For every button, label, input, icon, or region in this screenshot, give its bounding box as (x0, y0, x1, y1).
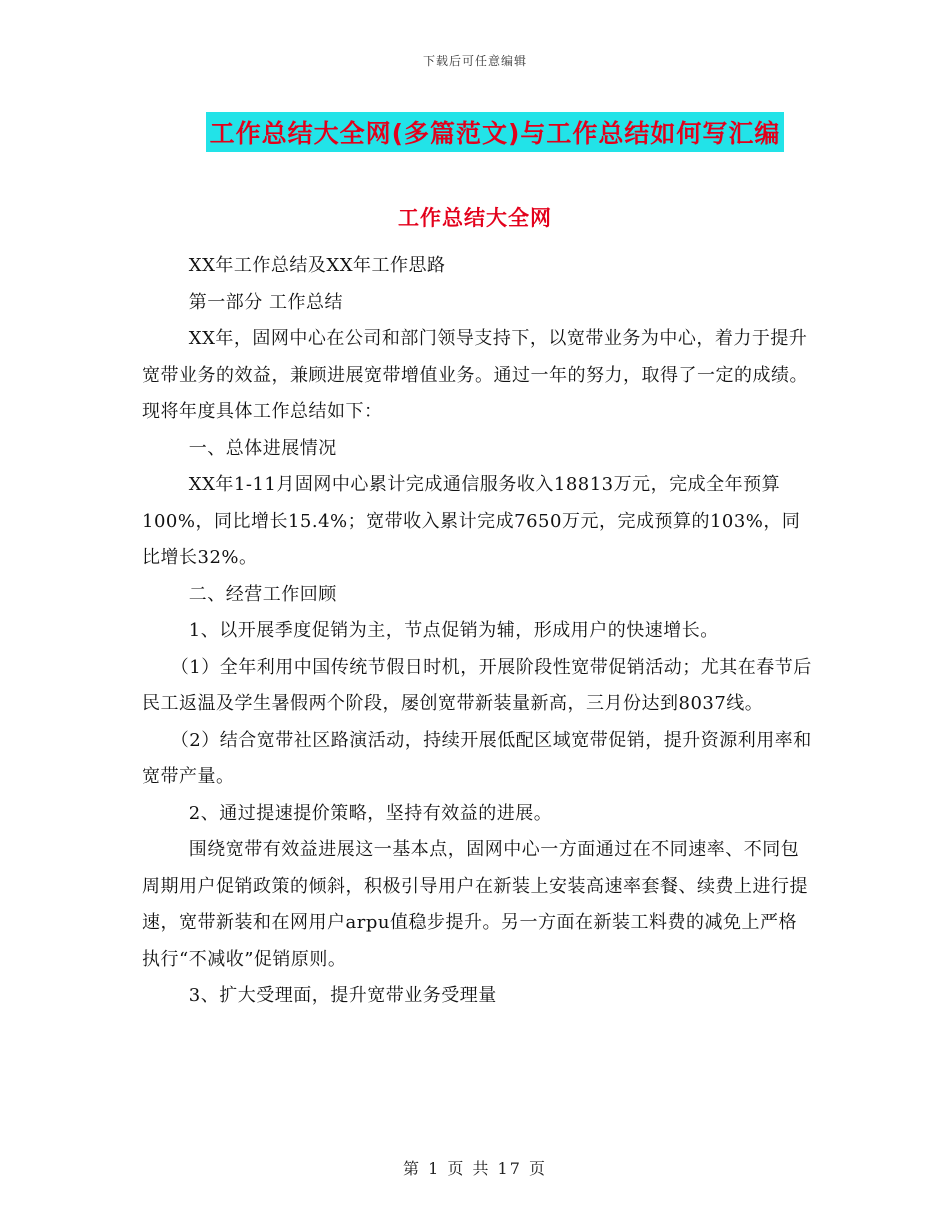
document-body (142, 248, 812, 1015)
paragraph: 二、经营工作回顾 (188, 583, 337, 605)
paragraph: 一、总体进展情况 (188, 437, 337, 459)
paragraph: （1）全年利用中国传统节假日时机，开展阶段性宽带促销活动；尤其在春节后民工返温及学生暑假两个阶段，屡创宽带新装量新高，三月份达到8037线。 (142, 656, 812, 714)
paragraph: （2）结合宽带社区路演活动，持续开展低配区域宽带促销，提升资源利用率和宽带产量。 (142, 729, 812, 787)
paragraph: XX年工作总结及XX年工作思路 (188, 255, 446, 276)
paragraph: 3、扩大受理面，提升宽带业务受理量 (188, 985, 497, 1006)
paragraph: 2、通过提速提价策略，坚持有效益的进展。 (188, 802, 553, 824)
page-number-footer: 第 1 页 共 17 页 (403, 1159, 547, 1178)
paragraph: 第一部分 工作总结 (188, 291, 344, 313)
section-title: 工作总结大全网 (398, 206, 552, 230)
paragraph: 围绕宽带有效益进展这一基本点，固网中心一方面通过在不同速率、不同包周期用户促销政策的倾斜，积极引导用户在新装上安装高速率套餐、续费上进行提速，宽带新装和在网用户arpu值稳步提升。另一方面在新装工料费的减免上严格执行“不减收”促销原则。 (142, 839, 808, 970)
paragraph: 1、以开展季度促销为主，节点促销为辅，形成用户的快速增长。 (188, 620, 719, 641)
document-title: 工作总结大全网(多篇范文)与工作总结如何写汇编 (206, 112, 785, 152)
paragraph: XX年，固网中心在公司和部门领导支持下，以宽带业务为中心，着力于提升宽带业务的效益，兼顾进展宽带增值业务。通过一年的努力，取得了一定的成绩。现将年度具体工作总结如下： (142, 328, 808, 422)
document-title-wrapper (0, 112, 950, 152)
paragraph: XX年1-11月固网中心累计完成通信服务收入18813万元，完成全年预算100%，同比增长15.4%；宽带收入累计完成7650万元，完成预算的103%，同比增长32%。 (142, 474, 801, 568)
page-header-note: 下载后可任意编辑 (422, 54, 527, 68)
